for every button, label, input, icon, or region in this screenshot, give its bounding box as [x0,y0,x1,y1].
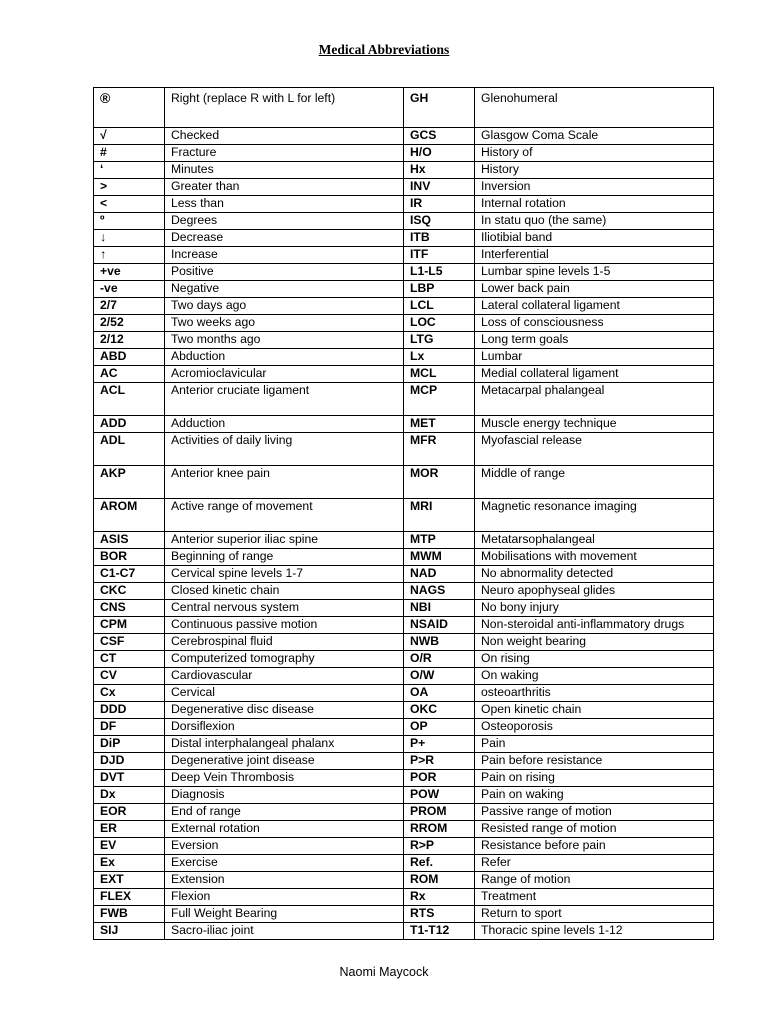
abbreviation-cell: LCL [404,298,475,315]
abbreviations-table [93,87,714,940]
meaning-cell: Pain on rising [475,770,714,787]
abbreviation-cell: Ex [94,855,165,872]
meaning-cell: Anterior cruciate ligament [165,383,404,416]
abbreviation-cell: T1-T12 [404,923,475,940]
meaning-cell: History [475,162,714,179]
abbreviation-cell: DF [94,719,165,736]
meaning-cell: In statu quo (the same) [475,213,714,230]
abbreviation-cell: O/R [404,651,475,668]
abbreviation-cell: ITB [404,230,475,247]
table-row [94,634,714,651]
meaning-cell: Medial collateral ligament [475,366,714,383]
abbreviation-cell: O/W [404,668,475,685]
abbreviation-cell: ADD [94,416,165,433]
abbreviation-cell: RTS [404,906,475,923]
meaning-cell: Sacro-iliac joint [165,923,404,940]
table-row [94,753,714,770]
table-row [94,923,714,940]
abbreviation-cell: 2/7 [94,298,165,315]
table-row [94,162,714,179]
abbreviation-cell: ISQ [404,213,475,230]
meaning-cell: Checked [165,128,404,145]
meaning-cell: Beginning of range [165,549,404,566]
table-row [94,889,714,906]
meaning-cell: Resisted range of motion [475,821,714,838]
meaning-cell: Negative [165,281,404,298]
abbreviation-cell: AC [94,366,165,383]
meaning-cell: Less than [165,196,404,213]
meaning-cell: Cervical spine levels 1-7 [165,566,404,583]
meaning-cell: Central nervous system [165,600,404,617]
table-row [94,466,714,499]
meaning-cell: Myofascial release [475,433,714,466]
table-row [94,787,714,804]
table-row [94,872,714,889]
meaning-cell: Internal rotation [475,196,714,213]
meaning-cell: osteoarthritis [475,685,714,702]
abbreviation-cell: CKC [94,583,165,600]
meaning-cell: Adduction [165,416,404,433]
meaning-cell: End of range [165,804,404,821]
table-row [94,566,714,583]
meaning-cell: History of [475,145,714,162]
meaning-cell: Cervical [165,685,404,702]
abbreviation-cell: NAGS [404,583,475,600]
abbreviation-cell: MOR [404,466,475,499]
table-row [94,719,714,736]
table-row [94,179,714,196]
meaning-cell: Mobilisations with movement [475,549,714,566]
abbreviation-cell: º [94,213,165,230]
meaning-cell: Decrease [165,230,404,247]
meaning-cell: Cardiovascular [165,668,404,685]
meaning-cell: Metatarsophalangeal [475,532,714,549]
meaning-cell: Two months ago [165,332,404,349]
meaning-cell: External rotation [165,821,404,838]
abbreviation-cell: MCL [404,366,475,383]
meaning-cell: Lumbar spine levels 1-5 [475,264,714,281]
abbreviation-cell: 2/12 [94,332,165,349]
meaning-cell: Deep Vein Thrombosis [165,770,404,787]
meaning-cell: Minutes [165,162,404,179]
abbreviation-cell: DJD [94,753,165,770]
meaning-cell: Refer [475,855,714,872]
abbreviation-cell: CSF [94,634,165,651]
abbreviation-cell: ITF [404,247,475,264]
abbreviation-cell: LOC [404,315,475,332]
meaning-cell: Full Weight Bearing [165,906,404,923]
meaning-cell: No bony injury [475,600,714,617]
abbreviation-cell: MFR [404,433,475,466]
meaning-cell: Pain before resistance [475,753,714,770]
meaning-cell: Right (replace R with L for left) [165,88,404,128]
meaning-cell: Metacarpal phalangeal [475,383,714,416]
meaning-cell: Closed kinetic chain [165,583,404,600]
table-row [94,383,714,416]
abbreviation-cell: DDD [94,702,165,719]
abbreviation-cell: NAD [404,566,475,583]
table-row [94,145,714,162]
abbreviation-cell: ↑ [94,247,165,264]
abbreviation-cell: < [94,196,165,213]
meaning-cell: Continuous passive motion [165,617,404,634]
meaning-cell: Distal interphalangeal phalanx [165,736,404,753]
abbreviation-cell: MTP [404,532,475,549]
abbreviation-cell: DVT [94,770,165,787]
abbreviation-cell: PROM [404,804,475,821]
meaning-cell: Acromioclavicular [165,366,404,383]
meaning-cell: No abnormality detected [475,566,714,583]
meaning-cell: Degrees [165,213,404,230]
abbreviation-cell: NSAID [404,617,475,634]
table-row [94,298,714,315]
abbreviation-cell: OP [404,719,475,736]
meaning-cell: Treatment [475,889,714,906]
abbreviation-cell: Cx [94,685,165,702]
abbreviation-cell: Dx [94,787,165,804]
meaning-cell: Extension [165,872,404,889]
table-row [94,433,714,466]
meaning-cell: Abduction [165,349,404,366]
abbreviation-cell: FWB [94,906,165,923]
table-row [94,685,714,702]
meaning-cell: Dorsiflexion [165,719,404,736]
abbreviation-cell: H/O [404,145,475,162]
table-row [94,230,714,247]
table-row [94,838,714,855]
abbreviation-cell: CV [94,668,165,685]
abbreviation-cell: Hx [404,162,475,179]
table-row [94,247,714,264]
abbreviation-cell: EV [94,838,165,855]
abbreviation-cell: √ [94,128,165,145]
table-row [94,617,714,634]
abbreviation-cell: SIJ [94,923,165,940]
abbreviation-cell: CNS [94,600,165,617]
meaning-cell: Range of motion [475,872,714,889]
meaning-cell: Glenohumeral [475,88,714,128]
table-row [94,736,714,753]
table-row [94,583,714,600]
meaning-cell: Iliotibial band [475,230,714,247]
abbreviation-cell: GH [404,88,475,128]
meaning-cell: Non-steroidal anti-inflammatory drugs [475,617,714,634]
meaning-cell: Cerebrospinal fluid [165,634,404,651]
meaning-cell: Long term goals [475,332,714,349]
table-row [94,213,714,230]
meaning-cell: Increase [165,247,404,264]
abbreviation-cell: ROM [404,872,475,889]
meaning-cell: Degenerative joint disease [165,753,404,770]
table-row [94,128,714,145]
table-row [94,88,714,128]
abbreviation-cell: CPM [94,617,165,634]
abbreviation-cell: -ve [94,281,165,298]
table-row [94,702,714,719]
meaning-cell: Diagnosis [165,787,404,804]
meaning-cell: Return to sport [475,906,714,923]
abbreviation-cell: P+ [404,736,475,753]
meaning-cell: Exercise [165,855,404,872]
table-row [94,821,714,838]
meaning-cell: Neuro apophyseal glides [475,583,714,600]
abbreviation-cell: POW [404,787,475,804]
meaning-cell: Anterior knee pain [165,466,404,499]
abbreviations-table-body [94,88,714,940]
table-row [94,416,714,433]
abbreviation-cell: AROM [94,499,165,532]
abbreviation-cell: MET [404,416,475,433]
meaning-cell: Passive range of motion [475,804,714,821]
abbreviation-cell: RROM [404,821,475,838]
meaning-cell: Eversion [165,838,404,855]
meaning-cell: Osteoporosis [475,719,714,736]
meaning-cell: Active range of movement [165,499,404,532]
meaning-cell: Resistance before pain [475,838,714,855]
abbreviation-cell: L1-L5 [404,264,475,281]
meaning-cell: Magnetic resonance imaging [475,499,714,532]
abbreviation-cell: ABD [94,349,165,366]
abbreviation-cell: IR [404,196,475,213]
abbreviation-cell: NBI [404,600,475,617]
abbreviation-cell: EOR [94,804,165,821]
abbreviation-cell: +ve [94,264,165,281]
meaning-cell: Lower back pain [475,281,714,298]
meaning-cell: Two days ago [165,298,404,315]
abbreviation-cell: ER [94,821,165,838]
table-row [94,366,714,383]
table-row [94,668,714,685]
meaning-cell: Middle of range [475,466,714,499]
abbreviation-cell: 2/52 [94,315,165,332]
meaning-cell: On waking [475,668,714,685]
abbreviation-cell: ‘ [94,162,165,179]
footer-author: Naomi Maycock [339,965,429,979]
abbreviation-cell: ACL [94,383,165,416]
table-row [94,770,714,787]
abbreviation-cell: LBP [404,281,475,298]
abbreviation-cell: P>R [404,753,475,770]
meaning-cell: Lateral collateral ligament [475,298,714,315]
meaning-cell: Activities of daily living [165,433,404,466]
table-row [94,906,714,923]
abbreviation-cell: NWB [404,634,475,651]
table-row [94,281,714,298]
abbreviation-cell: DiP [94,736,165,753]
meaning-cell: Loss of consciousness [475,315,714,332]
abbreviation-cell: EXT [94,872,165,889]
abbreviation-cell: POR [404,770,475,787]
table-row [94,651,714,668]
abbreviation-cell: MCP [404,383,475,416]
abbreviation-cell: ASIS [94,532,165,549]
table-row [94,332,714,349]
abbreviation-cell: Rx [404,889,475,906]
meaning-cell: Pain on waking [475,787,714,804]
table-row [94,600,714,617]
meaning-cell: Computerized tomography [165,651,404,668]
abbreviation-cell: Ref. [404,855,475,872]
meaning-cell: Fracture [165,145,404,162]
abbreviation-cell: CT [94,651,165,668]
abbreviation-cell: BOR [94,549,165,566]
abbreviation-cell: MWM [404,549,475,566]
abbreviation-cell: Lx [404,349,475,366]
meaning-cell: Degenerative disc disease [165,702,404,719]
abbreviation-cell: MRI [404,499,475,532]
table-row [94,349,714,366]
abbreviation-cell: ® [94,88,165,128]
abbreviation-cell: > [94,179,165,196]
table-row [94,315,714,332]
table-row [94,196,714,213]
meaning-cell: Glasgow Coma Scale [475,128,714,145]
abbreviation-cell: OKC [404,702,475,719]
meaning-cell: Thoracic spine levels 1-12 [475,923,714,940]
meaning-cell: Inversion [475,179,714,196]
abbreviation-cell: INV [404,179,475,196]
meaning-cell: Flexion [165,889,404,906]
meaning-cell: On rising [475,651,714,668]
meaning-cell: Open kinetic chain [475,702,714,719]
meaning-cell: Pain [475,736,714,753]
meaning-cell: Interferential [475,247,714,264]
abbreviation-cell: LTG [404,332,475,349]
meaning-cell: Lumbar [475,349,714,366]
table-row [94,499,714,532]
abbreviation-cell: FLEX [94,889,165,906]
abbreviation-cell: # [94,145,165,162]
table-row [94,855,714,872]
abbreviation-cell: ADL [94,433,165,466]
abbreviation-cell: C1-C7 [94,566,165,583]
abbreviation-cell: GCS [404,128,475,145]
meaning-cell: Non weight bearing [475,634,714,651]
abbreviation-cell: OA [404,685,475,702]
meaning-cell: Muscle energy technique [475,416,714,433]
meaning-cell: Anterior superior iliac spine [165,532,404,549]
table-row [94,532,714,549]
meaning-cell: Positive [165,264,404,281]
abbreviation-cell: ↓ [94,230,165,247]
table-row [94,264,714,281]
meaning-cell: Greater than [165,179,404,196]
abbreviation-cell: R>P [404,838,475,855]
page-title: Medical Abbreviations [318,42,450,57]
meaning-cell: Two weeks ago [165,315,404,332]
abbreviation-cell: AKP [94,466,165,499]
table-row [94,804,714,821]
table-row [94,549,714,566]
